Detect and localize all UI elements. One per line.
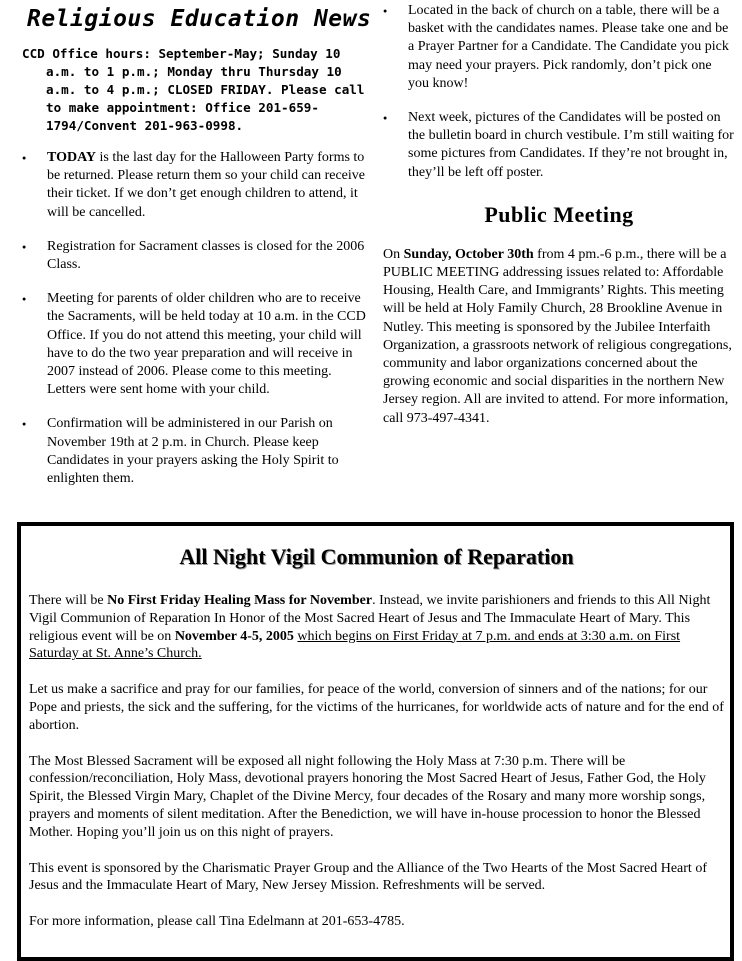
bullet-parents-meeting xyxy=(22,290,372,399)
bullet-halloween xyxy=(22,149,372,222)
religious-education-column xyxy=(22,4,372,504)
vigil-schedule-underlined: which begins on First Friday at 7 p.m. and ends at 3:30 a.m. on First Saturday at St. Anne’s Church. xyxy=(29,628,681,662)
bullet-text: is the last day for the Halloween Party forms to be returned. Please return them so your child can receive their ticket. If we don’t get enough children to attend, it will be cancelled. xyxy=(47,150,365,220)
vigil-p1-text-a: There will be xyxy=(29,593,108,608)
ccd-office-hours: CCD Office hours: September-May; Sunday 10 a.m. to 1 p.m.; Monday thru Thursday 10 a.m. to 4 p.m.; CLOSED FRIDAY. Please call to make appointment: Office 201-659-1794/Convent 201-963-0998. xyxy=(22,46,365,133)
vigil-title: All Night Vigil Communion of Reparation xyxy=(179,544,574,569)
public-meeting-date: Sunday, October 30th xyxy=(403,246,534,262)
public-meeting-lead: On xyxy=(383,246,404,262)
vigil-paragraph-4: This event is sponsored by the Charismatic Prayer Group and the Alliance of the Two Hearts of the Most Sacred Heart of Jesus and the Immaculate Heart of Mary, New Jersey Mission. Refreshments will be served. xyxy=(29,860,707,894)
vigil-event-date: November 4-5, 2005 xyxy=(174,628,294,644)
public-meeting-title: Public Meeting xyxy=(484,201,634,227)
religious-education-bullets xyxy=(22,149,372,488)
bullet-confirmation xyxy=(22,415,372,488)
public-meeting-body: from 4 pm.-6 p.m., there will be a PUBLIC MEETING addressing issues related to: Affordable Housing, Health Care, and Immigrants’ Rights. This meeting will be held at Holy Family Church, 28 Brookline Avenue in Nutley. This meeting is sponsored by the Jubilee Interfaith Organization, a grassroots network of religious congregations, community and labor organizations concerned about the growing economic and social disparities in the northern New Jersey region. All are invited to attend. For more information, call 973-497-4341. xyxy=(383,246,732,426)
right-column xyxy=(383,2,735,428)
public-meeting-text xyxy=(383,246,735,428)
vigil-paragraph-1 xyxy=(29,592,724,663)
vigil-paragraph-2: Let us make a sacrifice and pray for our families, for peace of the world, conversion of sinners and of the nations; for our Pope and priests, the sick and the suffering, for the victims of the hurricanes, for worldwide acts of nature and for the end of abortion. xyxy=(29,682,724,733)
vigil-paragraph-3: The Most Blessed Sacrament will be exposed all night following the Holy Mass at 7:30 p.m. There will be confession/reconciliation, Holy Mass, devotional prayers honoring the Most Sacred Heart of Jesus, Father God, the Holy Spirit, the Blessed Virgin Mary, Chaplet of the Divine Mercy, four decades of the Rosary and many more worship songs, prayers and moments of silent meditation. After the Benediction, we will have in-house procession to honor the Blessed Mother. Hoping you’ll join us on this night of prayers. xyxy=(29,753,706,840)
bullet-text: Confirmation will be administered in our Parish on November 19th at 2 p.m. in Church. Please keep Candidates in your prayers asking the Holy Spirit to enlighten them. xyxy=(47,416,339,487)
bullet-candidate-pictures xyxy=(383,109,735,182)
vigil-contact: For more information, please call Tina Edelmann at 201-653-4785. xyxy=(29,914,405,930)
vigil-box xyxy=(17,522,734,961)
bullet-bold: TODAY xyxy=(47,150,97,165)
bullet-text: Meeting for parents of older children who are to receive the Sacraments, will be held today at 10 a.m. in the CCD Office. If you do not attend this meeting, your child will have to do the two year preparation and will receive in 2007 instead of 2006. Please come to this meeting. Letters were sent home with your child. xyxy=(47,291,366,398)
bullet-text: Located in the back of church on a table, there will be a basket with the candidates names. Please take one and be a Prayer Partner for a Candidate. The Candidate you pick may need your prayers. Pick randomly, don’t pick one you know! xyxy=(408,3,729,91)
bullet-registration xyxy=(22,238,372,274)
vigil-no-mass-notice: No First Friday Healing Mass for November xyxy=(107,593,373,608)
religious-education-title: Religious Education News xyxy=(27,6,372,32)
bullet-text: Registration for Sacrament classes is closed for the 2006 Class. xyxy=(47,238,365,273)
bullet-text: Next week, pictures of the Candidates will be posted on the bulletin board in church vestibule. I’m still waiting for some pictures from Candidates. If they’re not brought in, they’ll be left off poster. xyxy=(408,110,734,180)
vigil-content xyxy=(21,526,730,931)
candidate-bullets xyxy=(383,2,735,182)
bullet-prayer-partner xyxy=(383,2,735,93)
vigil-p1-text-b: . Instead, we invite parishioners and friends to this All Night Vigil Communion of Reparation In Honor of the Most Sacred Heart of Jesus and The Immaculate Heart of Mary. This religious event will be on xyxy=(29,593,711,644)
